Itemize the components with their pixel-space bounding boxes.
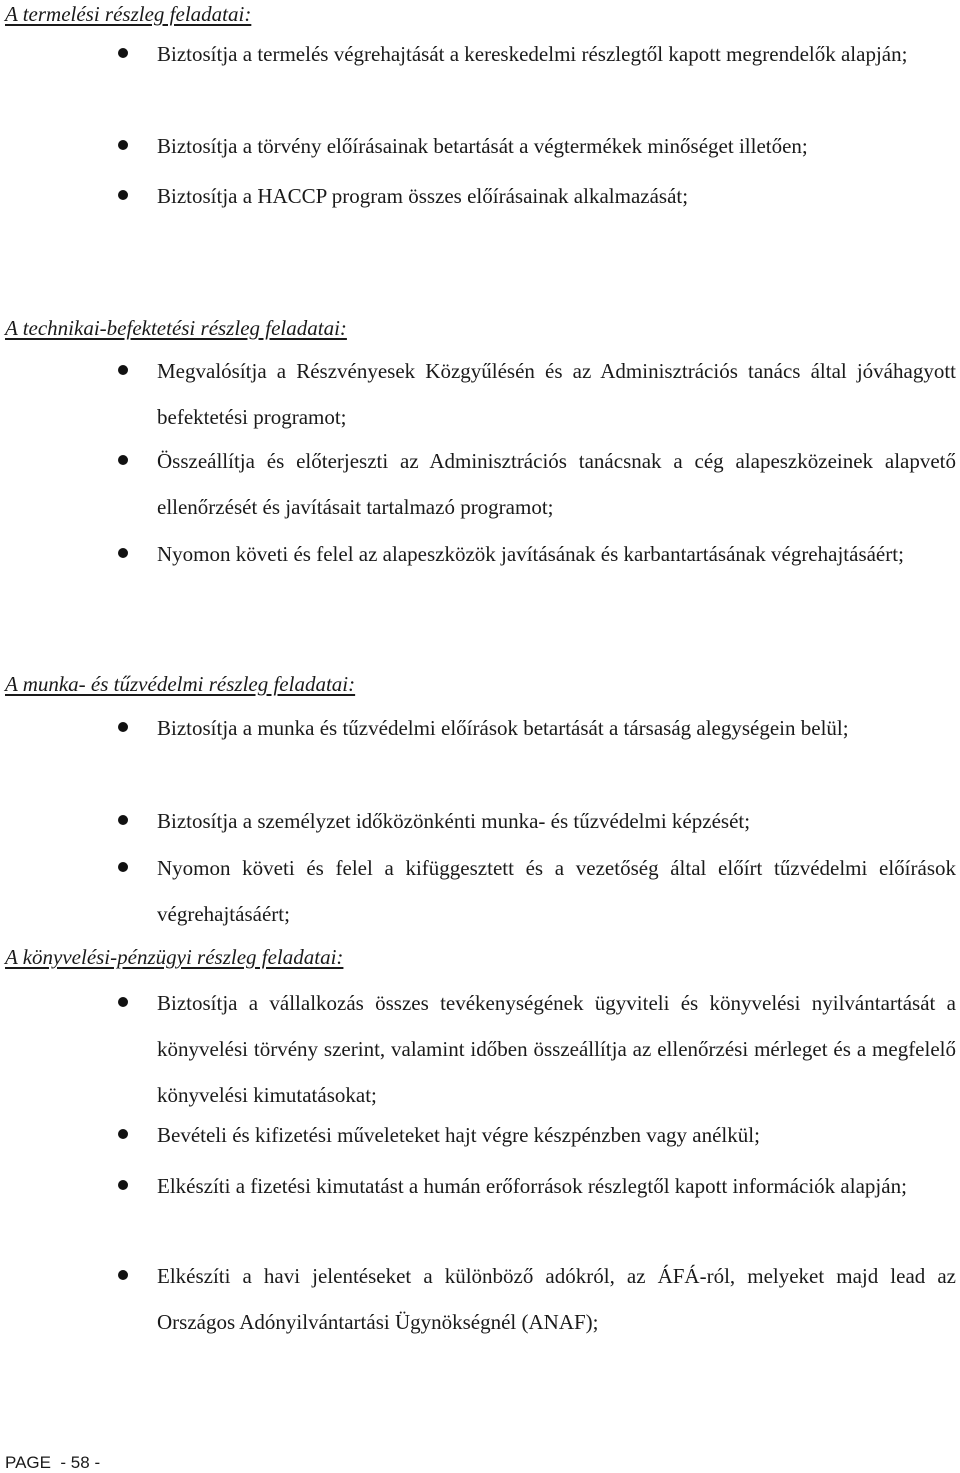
list-item: Biztosítja a személyzet időközönkénti munka- és tűzvédelmi képzését; (157, 798, 956, 844)
bullet-icon (118, 190, 128, 200)
section-heading-technical-investment: A technikai-befektetési részleg feladatai: (5, 316, 347, 340)
list-item: Biztosítja a termelés végrehajtását a kereskedelmi részlegtől kapott megrendelők alapján; (157, 31, 956, 77)
section-heading-work-fire-safety: A munka- és tűzvédelmi részleg feladatai: (5, 672, 356, 696)
list-item: Összeállítja és előterjeszti az Adminisztrációs tanácsnak a cég alapeszközeinek alapvető ellenőrzését és javításait tartalmazó programot; (157, 438, 956, 530)
bullet-icon (118, 48, 128, 58)
bullet-icon (118, 1180, 128, 1190)
bullet-icon (118, 722, 128, 732)
list-item: Biztosítja a vállalkozás összes tevékenységének ügyviteli és könyvelési nyilvántartását a könyvelési törvény szerint, valamint időben összeállítja az ellenőrzési mérleget és a megfelelő könyvelési kimutatásokat; (157, 980, 956, 1118)
bullet-icon (118, 815, 128, 825)
list-item: Elkészíti a havi jelentéseket a különböző adókról, az ÁFÁ-ról, melyeket majd lead az Országos Adónyilvántartási Ügynökségnél (ANAF); (157, 1253, 956, 1345)
section-heading-accounting-finance: A könyvelési-pénzügyi részleg feladatai: (5, 945, 344, 969)
list-item: Biztosítja a HACCP program összes előírásainak alkalmazását; (157, 173, 956, 219)
list-item: Biztosítja a munka és tűzvédelmi előírások betartását a társaság alegységein belül; (157, 705, 956, 751)
bullet-icon (118, 455, 128, 465)
bullet-icon (118, 365, 128, 375)
bullet-icon (118, 997, 128, 1007)
list-item: Nyomon követi és felel az alapeszközök javításának és karbantartásának végrehajtásáért; (157, 531, 956, 577)
bullet-icon (118, 1270, 128, 1280)
list-item: Bevételi és kifizetési műveleteket hajt végre készpénzben vagy anélkül; (157, 1112, 956, 1158)
bullet-icon (118, 1129, 128, 1139)
list-item: Megvalósítja a Részvényesek Közgyűlésén és az Adminisztrációs tanács által jóváhagyott befektetési programot; (157, 348, 956, 440)
list-item: Biztosítja a törvény előírásainak betartását a végtermékek minőséget illetően; (157, 123, 956, 169)
section-heading-production: A termelési részleg feladatai: (5, 2, 252, 26)
list-item: Nyomon követi és felel a kifüggesztett és a vezetőség által előírt tűzvédelmi előírások végrehajtásáért; (157, 845, 956, 937)
bullet-icon (118, 548, 128, 558)
page-number: PAGE - 58 - (5, 1453, 101, 1472)
bullet-icon (118, 140, 128, 150)
bullet-icon (118, 862, 128, 872)
list-item: Elkészíti a fizetési kimutatást a humán erőforrások részlegtől kapott információk alapján; (157, 1163, 956, 1209)
